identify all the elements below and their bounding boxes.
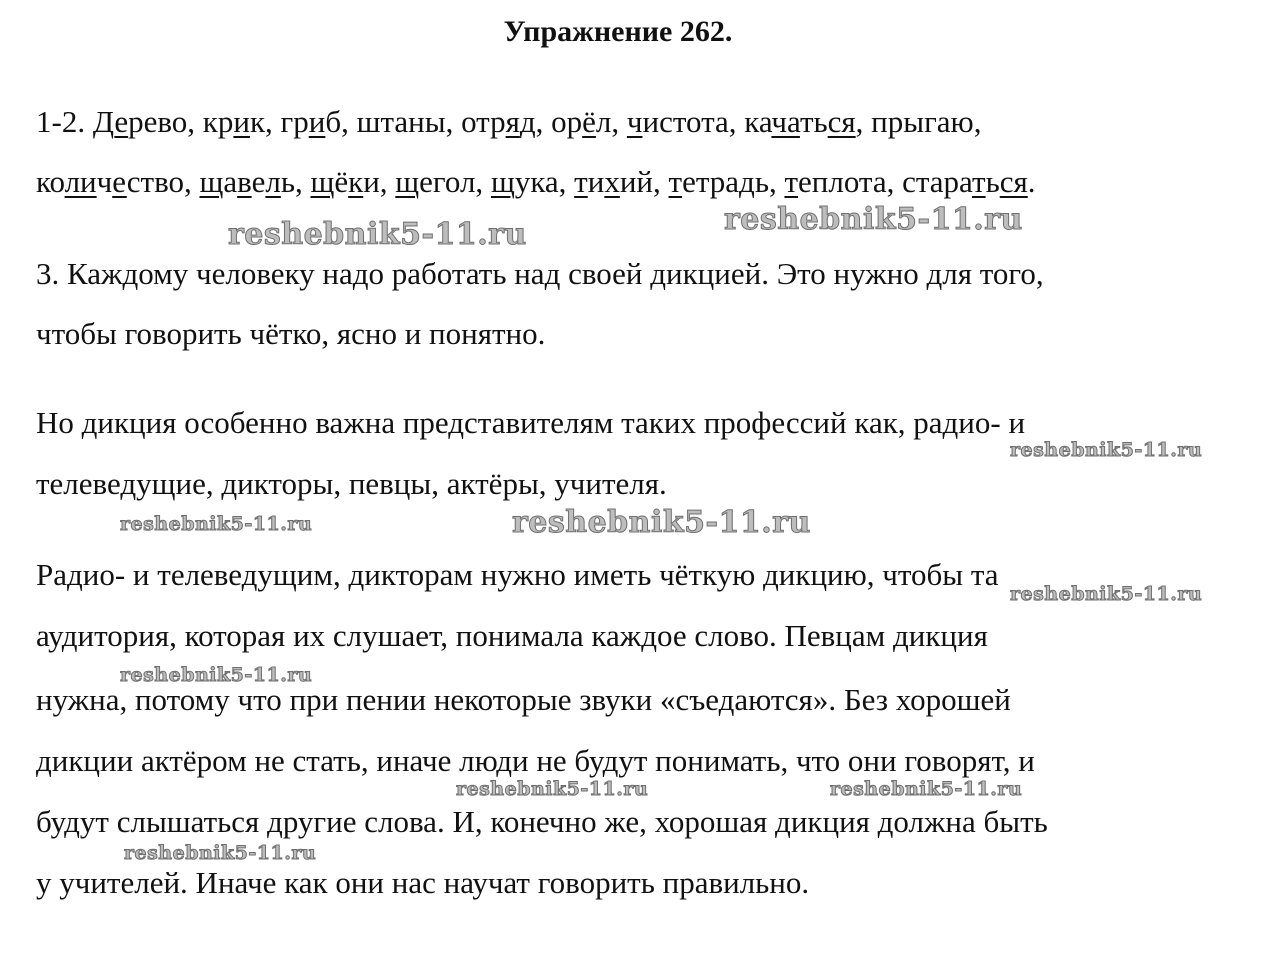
text-segment: ь, <box>754 164 785 199</box>
underlined-orthogram: щ <box>310 164 335 199</box>
text-segment: ть <box>799 104 828 139</box>
underlined-orthogram: т <box>668 164 683 199</box>
answer-3-line-2: чтобы говорить чётко, ясно и понятно. <box>36 316 546 351</box>
text-segment: б, штаны, отр <box>325 104 506 139</box>
watermark: reshebnik5-11.ru <box>1010 439 1203 461</box>
text-segment: истота, ка <box>642 104 772 139</box>
paragraph-3-line-2: аудитория, которая их слушает, понимала каждое слово. Певцам дикция <box>36 618 988 653</box>
text-segment: е <box>251 164 266 199</box>
underlined-orthogram: ё <box>582 104 596 139</box>
underlined-orthogram: ли <box>64 164 97 199</box>
text-segment: . <box>1027 164 1036 199</box>
underlined-orthogram: ча <box>771 104 800 139</box>
text-segment: ь, <box>280 164 311 199</box>
underlined-orthogram: л <box>265 164 281 199</box>
watermark: reshebnik5-11.ru <box>124 842 317 864</box>
paragraph-2-line-1: Но дикция особенно важна представителям таких профессий как, радио- и <box>36 405 1026 440</box>
text-segment: егол, <box>419 164 491 199</box>
text-segment: ё <box>334 164 349 199</box>
text-segment: ч <box>96 164 113 199</box>
text-segment: к, гр <box>249 104 309 139</box>
underlined-orthogram: ся <box>999 164 1028 199</box>
underlined-orthogram: ся <box>827 104 856 139</box>
paragraph-2-line-2: телеведущие, дикторы, певцы, актёры, учителя. <box>36 466 667 501</box>
underlined-orthogram: т <box>972 164 986 199</box>
answer-1-2-line-2 <box>36 162 1036 202</box>
watermark: reshebnik5-11.ru <box>120 513 313 535</box>
watermark: reshebnik5-11.ru <box>724 202 1023 237</box>
underlined-orthogram: и <box>308 104 326 139</box>
underlined-orthogram: к <box>348 164 364 199</box>
text-segment: еплота, стара <box>798 164 973 199</box>
text-segment: етра <box>682 164 740 199</box>
exercise-title: Упражнение 262. <box>503 15 733 48</box>
watermark: reshebnik5-11.ru <box>120 664 313 686</box>
watermark: reshebnik5-11.ru <box>830 778 1023 800</box>
underlined-orthogram: щ <box>395 164 420 199</box>
paragraph-3-line-3: нужна, потому что при пении некоторые звуки «съедаются». Без хорошей <box>36 682 1011 717</box>
underlined-orthogram: щ <box>199 164 224 199</box>
watermark: reshebnik5-11.ru <box>228 217 527 252</box>
text-segment: ко <box>36 164 65 199</box>
underlined-orthogram: т <box>784 164 799 199</box>
text-segment: ство, <box>126 164 200 199</box>
underlined-orthogram: е <box>112 164 127 199</box>
paragraph-3-line-1: Радио- и телеведущим, дикторам нужно иметь чёткую дикцию, чтобы та <box>36 557 999 592</box>
text-segment: а <box>223 164 238 199</box>
underlined-orthogram: т <box>574 164 588 199</box>
underlined-orthogram: е <box>114 104 129 139</box>
text-segment: ий, <box>619 164 669 199</box>
underlined-orthogram: ч <box>626 104 643 139</box>
paragraph-3-line-4: дикции актёром не стать, иначе люди не будут понимать, что они говорят, и <box>36 743 1035 778</box>
watermark: reshebnik5-11.ru <box>512 505 811 540</box>
paragraph-3-line-5: будут слышаться другие слова. И, конечно же, хорошая дикция должна быть <box>36 804 1048 839</box>
text-segment: ь <box>985 164 1000 199</box>
answer-3-line-1: 3. Каждому человеку надо работать над своей дикцией. Это нужно для того, <box>36 256 1044 291</box>
watermark: reshebnik5-11.ru <box>1010 583 1203 605</box>
text-segment: л, <box>595 104 627 139</box>
underlined-orthogram: я <box>505 104 520 139</box>
text-segment: ука, <box>514 164 575 199</box>
text-segment: рево, кр <box>128 104 234 139</box>
underlined-orthogram: в <box>237 164 252 199</box>
underlined-orthogram: д <box>739 164 755 199</box>
underlined-orthogram: и <box>233 104 250 139</box>
answer-1-2-line-1 <box>36 102 981 142</box>
text-segment: и <box>587 164 605 199</box>
text-segment: и, <box>363 164 396 199</box>
text-segment: , прыгаю, <box>855 104 982 139</box>
text-segment: 1-2. Д <box>36 104 115 139</box>
paragraph-3-line-6: у учителей. Иначе как они нас научат говорить правильно. <box>36 865 810 900</box>
text-segment: д, ор <box>519 104 583 139</box>
underlined-orthogram: щ <box>490 164 515 199</box>
underlined-orthogram: х <box>604 164 620 199</box>
watermark: reshebnik5-11.ru <box>456 778 649 800</box>
